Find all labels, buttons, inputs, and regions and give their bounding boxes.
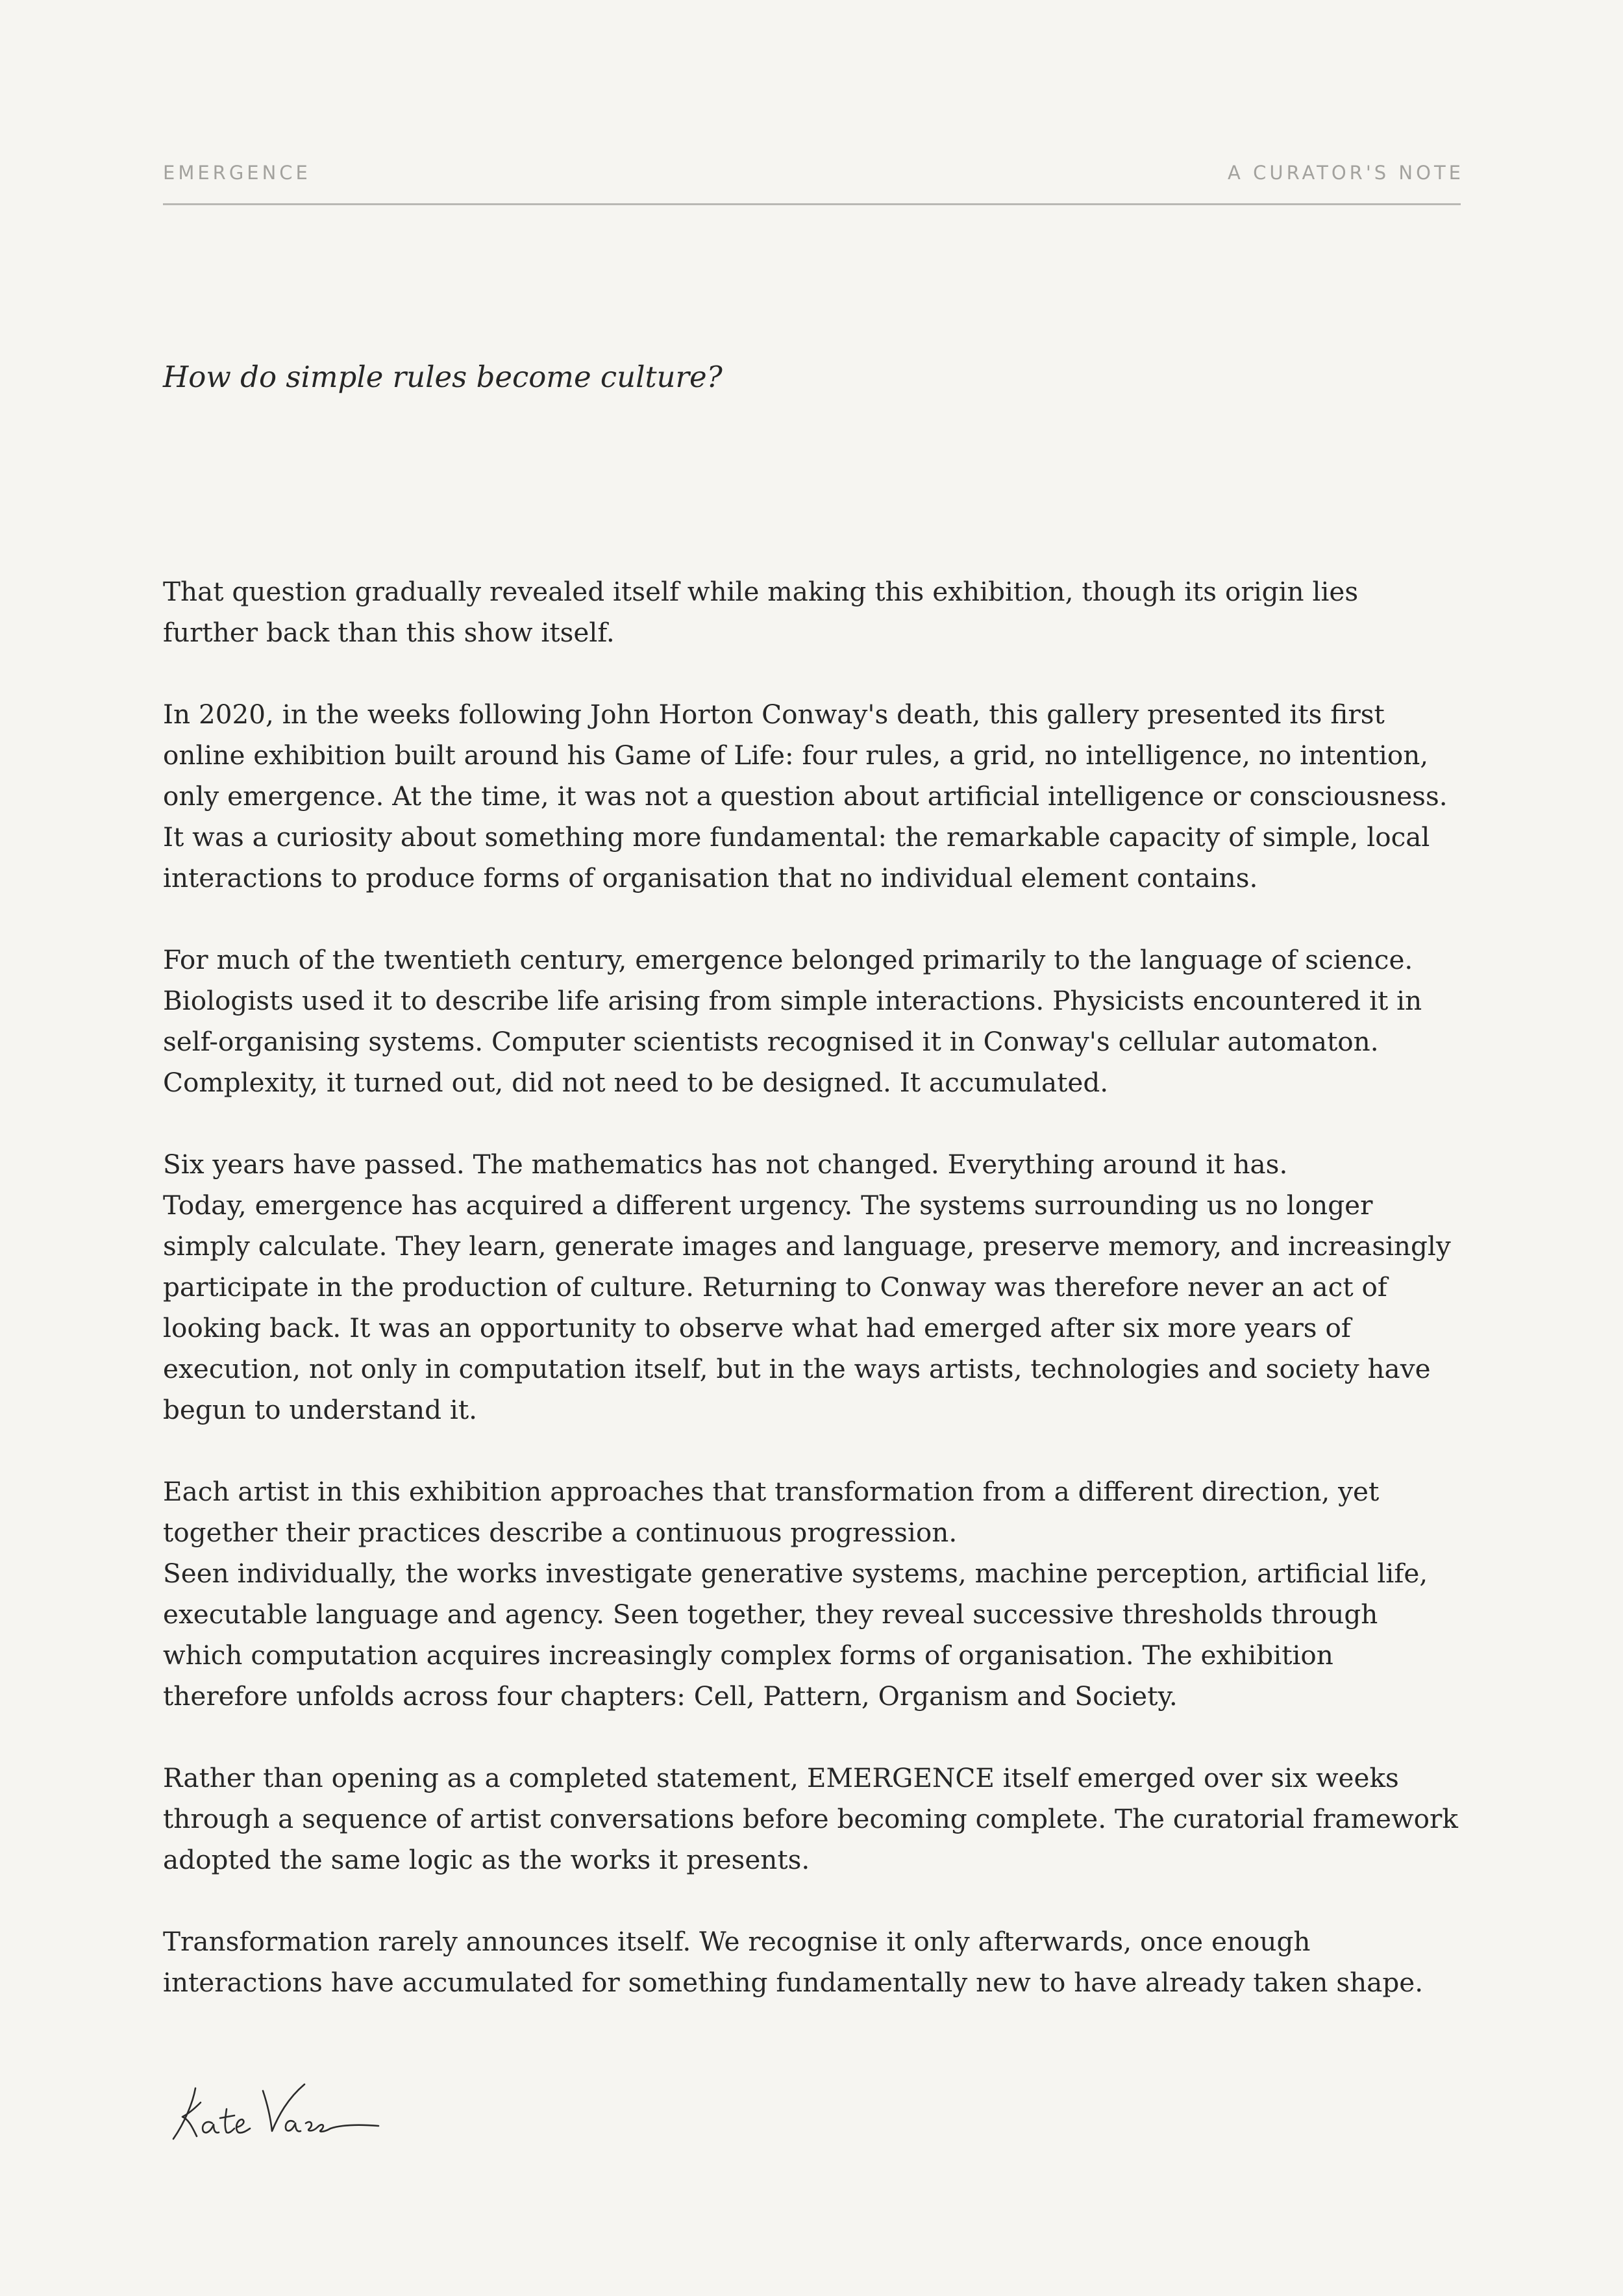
paragraph-2 — [163, 694, 1461, 899]
text-line: looking back. It was an opportunity to observe what had emerged after six more years of — [163, 1312, 1351, 1343]
paragraph-3 — [163, 940, 1461, 1103]
text-line: Six years have passed. The mathematics has not changed. Everything around it has. — [163, 1149, 1288, 1180]
text-line: In 2020, in the weeks following John Horton Conway's death, this gallery presented its first — [163, 699, 1385, 730]
text-line: interactions to produce forms of organisation that no individual element contains. — [163, 862, 1258, 893]
text-line: For much of the twentieth century, emergence belonged primarily to the language of science. — [163, 944, 1413, 975]
exhibition-title: EMERGENCE — [163, 162, 311, 184]
text-line: adopted the same logic as the works it presents. — [163, 1844, 810, 1875]
paragraph-6 — [163, 1758, 1461, 1880]
text-line: interactions have accumulated for something fundamentally new to have already taken shape. — [163, 1967, 1424, 1998]
note-body — [163, 571, 1461, 2044]
paragraph-4 — [163, 1144, 1461, 1430]
paragraph-1 — [163, 571, 1461, 653]
text-line: Seen individually, the works investigate generative systems, machine perception, artificial life, — [163, 1558, 1428, 1589]
text-line: Rather than opening as a completed statement, EMERGENCE itself emerged over six weeks — [163, 1762, 1399, 1793]
text-line: which computation acquires increasingly complex forms of organisation. The exhibition — [163, 1640, 1333, 1671]
text-line: only emergence. At the time, it was not a question about artificial intelligence or consciousness. — [163, 780, 1448, 812]
text-line: Biologists used it to describe life arising from simple interactions. Physicists encountered it in — [163, 985, 1422, 1016]
text-line: further back than this show itself. — [163, 617, 615, 648]
document-type-label: A CURATOR'S NOTE — [1228, 162, 1464, 184]
text-line: together their practices describe a continuous progression. — [163, 1517, 958, 1548]
lead-question: How do simple rules become culture? — [163, 360, 723, 394]
text-line: That question gradually revealed itself while making this exhibition, though its origin lies — [163, 576, 1359, 607]
curators-note-page — [163, 0, 1464, 2296]
signature — [167, 2077, 381, 2148]
text-line: begun to understand it. — [163, 1394, 478, 1425]
text-line: It was a curiosity about something more fundamental: the remarkable capacity of simple, local — [163, 821, 1430, 853]
text-line: online exhibition built around his Game of Life: four rules, a grid, no intelligence, no intention, — [163, 740, 1429, 771]
text-line: simply calculate. They learn, generate images and language, preserve memory, and increasingly — [163, 1230, 1451, 1262]
text-line: self-organising systems. Computer scientists recognised it in Conway's cellular automaton. — [163, 1026, 1379, 1057]
page-header — [163, 160, 1464, 205]
text-line: participate in the production of culture. Returning to Conway was therefore never an act of — [163, 1271, 1387, 1303]
paragraph-5 — [163, 1471, 1461, 1717]
text-line: through a sequence of artist conversations before becoming complete. The curatorial framework — [163, 1803, 1458, 1834]
text-line: Today, emergence has acquired a different urgency. The systems surrounding us no longer — [163, 1190, 1373, 1221]
text-line: Transformation rarely announces itself. We recognise it only afterwards, once enough — [163, 1926, 1311, 1957]
text-line: execution, not only in computation itself, but in the ways artists, technologies and society have — [163, 1353, 1431, 1384]
text-line: Each artist in this exhibition approaches that transformation from a different direction, yet — [163, 1476, 1380, 1507]
paragraph-7 — [163, 1921, 1461, 2003]
text-line: Complexity, it turned out, did not need to be designed. It accumulated. — [163, 1067, 1109, 1098]
text-line: executable language and agency. Seen together, they reveal successive thresholds through — [163, 1599, 1378, 1630]
text-line: therefore unfolds across four chapters: Cell, Pattern, Organism and Society. — [163, 1680, 1178, 1712]
